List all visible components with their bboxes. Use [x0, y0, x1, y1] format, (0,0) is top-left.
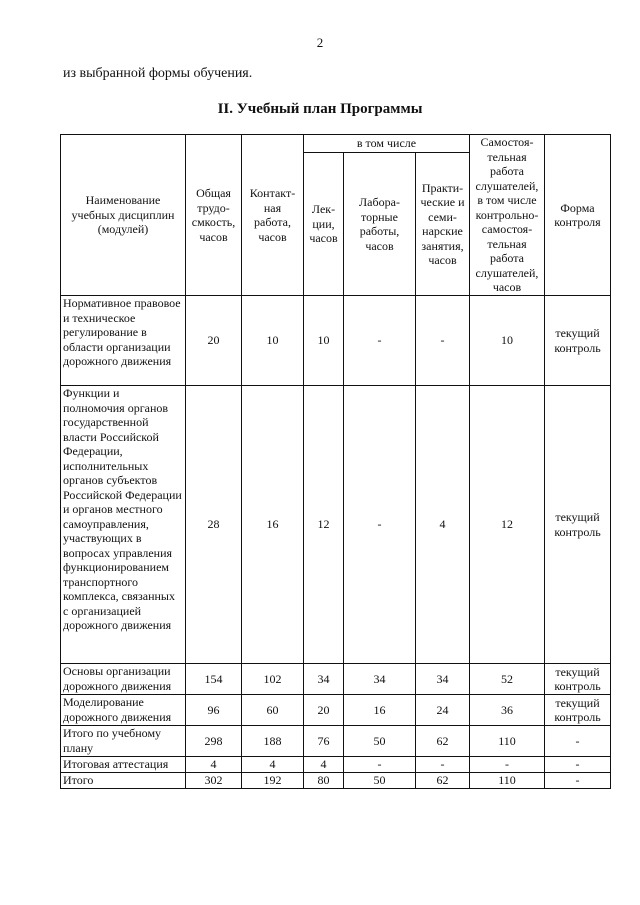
- row-contact: 102: [242, 664, 304, 695]
- header-practice: Практи-ческие и семи-нарские занятия, часов: [416, 153, 470, 296]
- row-practice: 62: [416, 773, 470, 789]
- row-labs: -: [344, 296, 416, 386]
- row-control: -: [545, 773, 611, 789]
- row-selfwork: 110: [470, 773, 545, 789]
- row-control: текущий контроль: [545, 695, 611, 726]
- row-selfwork: -: [470, 757, 545, 773]
- row-total: 96: [186, 695, 242, 726]
- row-name: Итоговая аттестация: [61, 757, 186, 773]
- header-name: Наименование учебных дисциплин (модулей): [61, 135, 186, 296]
- row-lectures: 10: [304, 296, 344, 386]
- row-total: 298: [186, 726, 242, 757]
- row-control: текущий контроль: [545, 296, 611, 386]
- row-labs: 50: [344, 773, 416, 789]
- row-practice: -: [416, 296, 470, 386]
- row-selfwork: 12: [470, 386, 545, 664]
- row-contact: 10: [242, 296, 304, 386]
- row-total: 20: [186, 296, 242, 386]
- row-total: 154: [186, 664, 242, 695]
- row-lectures: 12: [304, 386, 344, 664]
- row-control: текущий контроль: [545, 386, 611, 664]
- row-name: Итого: [61, 773, 186, 789]
- row-lectures: 76: [304, 726, 344, 757]
- row-labs: -: [344, 757, 416, 773]
- row-practice: 4: [416, 386, 470, 664]
- table-row: [61, 386, 611, 664]
- row-lectures: 20: [304, 695, 344, 726]
- intro-text: из выбранной формы обучения.: [63, 66, 253, 81]
- row-contact: 188: [242, 726, 304, 757]
- table-row: [61, 296, 611, 386]
- table-row: [61, 773, 611, 789]
- row-total: 302: [186, 773, 242, 789]
- table-row: [61, 726, 611, 757]
- row-practice: 34: [416, 664, 470, 695]
- header-labs: Лабора-торные работы, часов: [344, 153, 416, 296]
- row-selfwork: 52: [470, 664, 545, 695]
- table-row: [61, 664, 611, 695]
- section-title: II. Учебный план Программы: [217, 101, 423, 117]
- row-total: 28: [186, 386, 242, 664]
- row-selfwork: 110: [470, 726, 545, 757]
- header-total: Общая трудо-смкость, часов: [186, 135, 242, 296]
- row-practice: -: [416, 757, 470, 773]
- table-row: [61, 695, 611, 726]
- row-name: Основы организации дорожного движения: [61, 664, 186, 695]
- row-selfwork: 10: [470, 296, 545, 386]
- row-total: 4: [186, 757, 242, 773]
- header-lectures: Лек-ции, часов: [304, 153, 344, 296]
- table-row: [61, 757, 611, 773]
- row-selfwork: 36: [470, 695, 545, 726]
- page-number: 2: [316, 35, 324, 50]
- row-contact: 192: [242, 773, 304, 789]
- row-contact: 60: [242, 695, 304, 726]
- row-name: Моделирование дорожного движения: [61, 695, 186, 726]
- row-contact: 16: [242, 386, 304, 664]
- row-name: Функции и полномочия органов государственной власти Российской Федерации, исполнительных органов субъектов Российской Федерации и органов местного самоуправления, участвующих в вопросах управления функционированием транспортного комплекса, связанных с организацией дорожного движения: [61, 386, 186, 664]
- curriculum-table: [60, 134, 611, 789]
- header-control: Форма контроля: [545, 135, 611, 296]
- header-contact: Контакт-ная работа, часов: [242, 135, 304, 296]
- row-practice: 24: [416, 695, 470, 726]
- row-practice: 62: [416, 726, 470, 757]
- row-name: Итого по учебному плану: [61, 726, 186, 757]
- row-name: Нормативное правовое и техническое регулирование в области организации дорожного движения: [61, 296, 186, 386]
- row-control: -: [545, 757, 611, 773]
- row-labs: 16: [344, 695, 416, 726]
- row-lectures: 80: [304, 773, 344, 789]
- row-lectures: 4: [304, 757, 344, 773]
- row-contact: 4: [242, 757, 304, 773]
- header-group: в том числе: [304, 135, 470, 153]
- header-selfwork: Самостоя-тельная работа слушателей, в том числе контрольно-самостоя-тельная работа слушателей, часов: [470, 135, 545, 296]
- row-lectures: 34: [304, 664, 344, 695]
- row-control: текущий контроль: [545, 664, 611, 695]
- row-labs: 34: [344, 664, 416, 695]
- row-labs: -: [344, 386, 416, 664]
- row-labs: 50: [344, 726, 416, 757]
- row-control: -: [545, 726, 611, 757]
